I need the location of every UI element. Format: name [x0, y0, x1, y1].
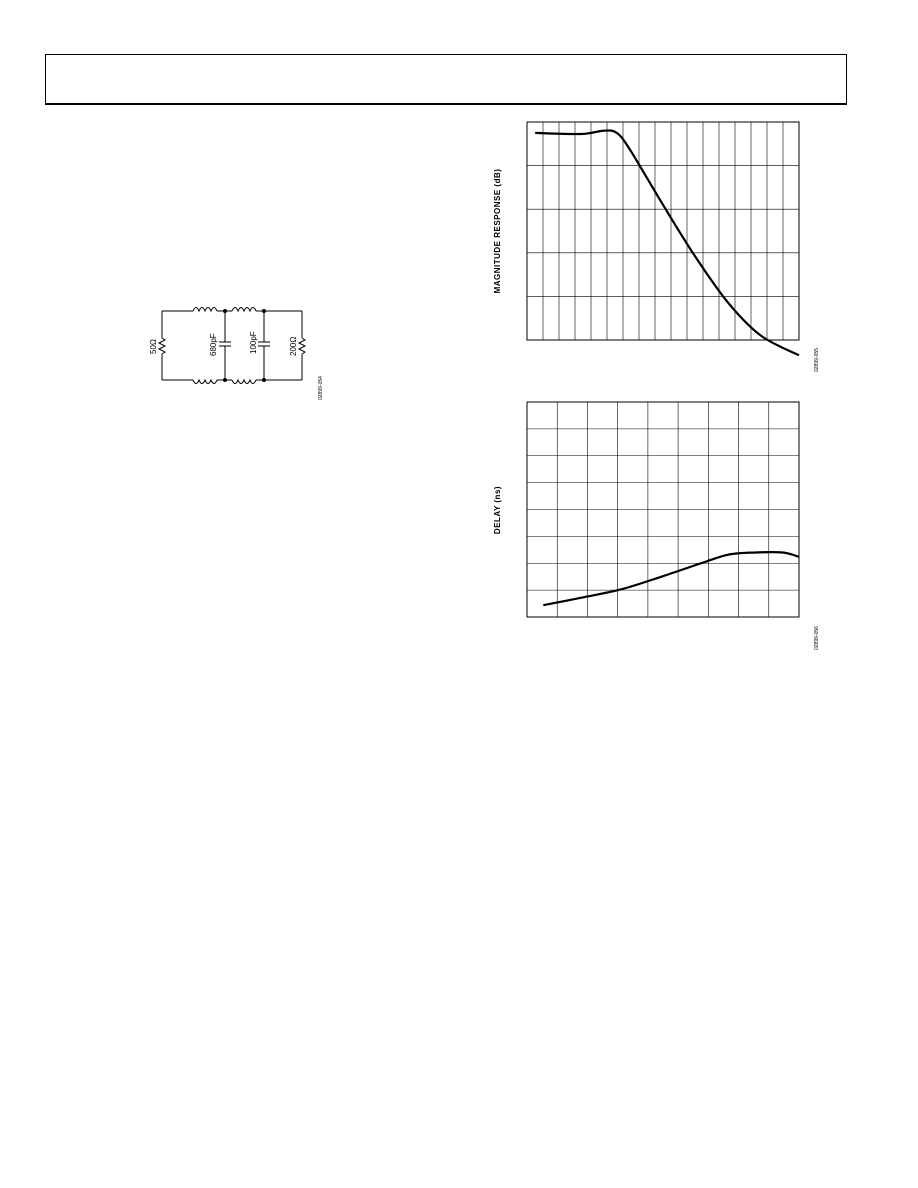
cap1-label: 680pF	[209, 333, 218, 356]
load-resistor-label: 200Ω	[289, 336, 298, 356]
cap2-label: 100pF	[249, 331, 258, 354]
magnitude-figure-id: 02899-055	[814, 348, 820, 372]
magnitude-ylabel: MAGNITUDE RESPONSE (dB)	[493, 168, 502, 294]
delay-figure-id: 02899-056	[814, 626, 820, 650]
source-resistor-label: 50Ω	[149, 339, 158, 354]
circuit-figure-id: 02899-054	[318, 376, 324, 400]
delay-ylabel: DELAY (ns)	[493, 485, 502, 535]
delay-grid	[527, 402, 799, 617]
delay-series-line	[543, 552, 799, 605]
